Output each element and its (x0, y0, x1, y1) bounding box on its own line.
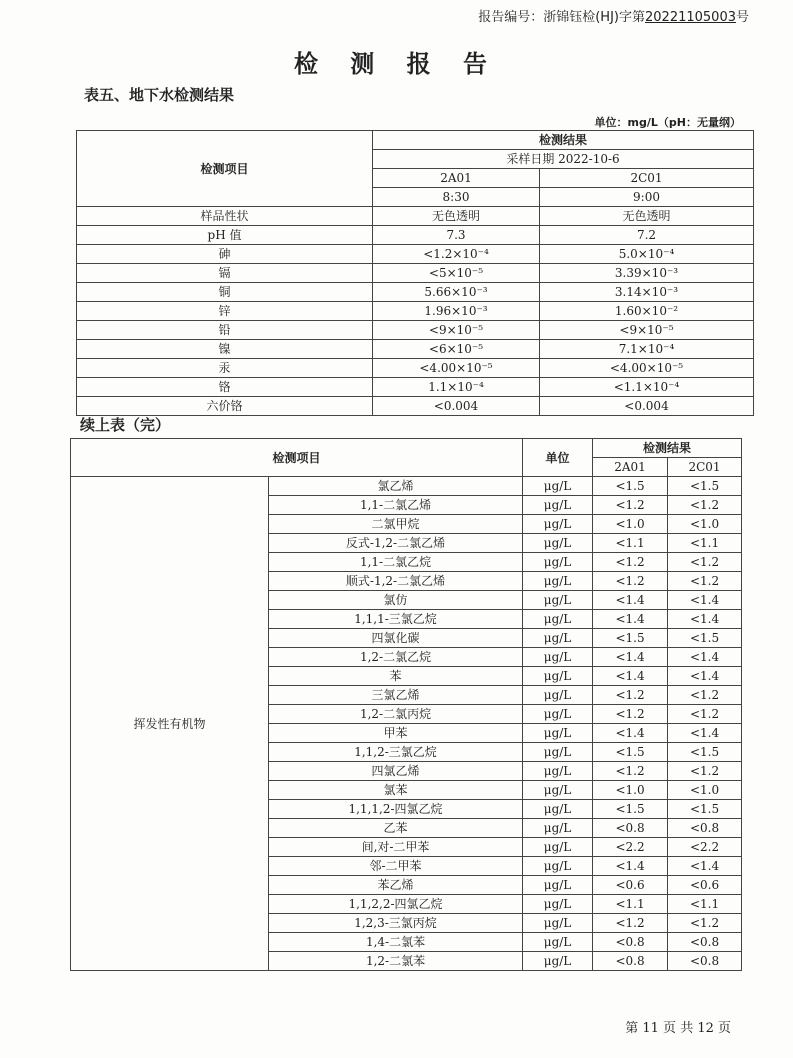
unit-cell: μg/L (523, 895, 593, 914)
value-2c01: <1.4 (668, 591, 742, 610)
compound-name: 1,2-二氯丙烷 (269, 705, 523, 724)
point-2c01: 2C01 (540, 169, 754, 188)
compound-name: 甲苯 (269, 724, 523, 743)
table-row (77, 226, 754, 245)
compound-name: 1,1,1,2-四氯乙烷 (269, 800, 523, 819)
value-2a01: 5.66×10⁻³ (373, 283, 540, 302)
unit-cell: μg/L (523, 933, 593, 952)
item-name: 镉 (77, 264, 373, 283)
value-2a01: <1.2 (593, 553, 668, 572)
value-2a01: <1.5 (593, 743, 668, 762)
value-2a01: <1.2 (593, 705, 668, 724)
unit-cell: μg/L (523, 819, 593, 838)
value-2c01: <1.2 (668, 572, 742, 591)
header-unit: 单位 (523, 439, 593, 477)
compound-name: 氯仿 (269, 591, 523, 610)
value-2c01: 3.39×10⁻³ (540, 264, 754, 283)
compound-name: 1,2,3-三氯丙烷 (269, 914, 523, 933)
table-row (77, 264, 754, 283)
value-2c01: <1.4 (668, 610, 742, 629)
value-2c01: <1.1×10⁻⁴ (540, 378, 754, 397)
value-2c01: <1.2 (668, 553, 742, 572)
value-2a01: <1.2 (593, 686, 668, 705)
compound-name: 四氯乙烯 (269, 762, 523, 781)
header-item: 检测项目 (77, 131, 373, 207)
header-result: 检测结果 (373, 131, 754, 150)
value-2c01: <0.004 (540, 397, 754, 416)
value-2a01: <1.4 (593, 724, 668, 743)
table-row (77, 283, 754, 302)
compound-name: 间,对-二甲苯 (269, 838, 523, 857)
page-footer: 第 11 页 共 12 页 (625, 1021, 731, 1036)
value-2a01: <2.2 (593, 838, 668, 857)
unit-cell: μg/L (523, 724, 593, 743)
compound-name: 1,1-二氯乙烷 (269, 553, 523, 572)
value-2a01: 7.3 (373, 226, 540, 245)
table-row (77, 321, 754, 340)
unit-cell: μg/L (523, 572, 593, 591)
item-name: 砷 (77, 245, 373, 264)
compound-name: 苯乙烯 (269, 876, 523, 895)
point-2c01: 2C01 (668, 458, 742, 477)
value-2a01: <1.1 (593, 895, 668, 914)
value-2c01: <9×10⁻⁵ (540, 321, 754, 340)
groundwater-results-table (76, 130, 754, 416)
item-name: 六价铬 (77, 397, 373, 416)
table-row (77, 359, 754, 378)
value-2c01: 7.1×10⁻⁴ (540, 340, 754, 359)
table-row (77, 397, 754, 416)
item-name: 铬 (77, 378, 373, 397)
value-2a01: <4.00×10⁻⁵ (373, 359, 540, 378)
unit-cell: μg/L (523, 629, 593, 648)
item-name: pH 值 (77, 226, 373, 245)
value-2a01: <1.4 (593, 667, 668, 686)
value-2c01: <0.8 (668, 819, 742, 838)
report-number-prefix: 报告编号：浙锦钰检(HJ)字第 (478, 10, 645, 25)
report-number (478, 6, 749, 25)
unit-cell: μg/L (523, 876, 593, 895)
value-2c01: <1.2 (668, 762, 742, 781)
value-2a01: <1.5 (593, 477, 668, 496)
value-2a01: <1.2 (593, 572, 668, 591)
value-2a01: <1.5 (593, 629, 668, 648)
value-2a01: 1.96×10⁻³ (373, 302, 540, 321)
value-2c01: <1.0 (668, 781, 742, 800)
table-row (77, 378, 754, 397)
compound-name: 乙苯 (269, 819, 523, 838)
header-item: 检测项目 (71, 439, 523, 477)
unit-cell: μg/L (523, 610, 593, 629)
compound-name: 1,1,2-三氯乙烷 (269, 743, 523, 762)
item-name: 样品性状 (77, 207, 373, 226)
compound-name: 四氯化碳 (269, 629, 523, 648)
voc-results-table (70, 438, 742, 971)
compound-name: 1,1,2,2-四氯乙烷 (269, 895, 523, 914)
value-2a01: <0.004 (373, 397, 540, 416)
time-2a01: 8:30 (373, 188, 540, 207)
compound-name: 氯苯 (269, 781, 523, 800)
value-2a01: <1.4 (593, 591, 668, 610)
unit-cell: μg/L (523, 591, 593, 610)
value-2c01: 5.0×10⁻⁴ (540, 245, 754, 264)
value-2c01: <2.2 (668, 838, 742, 857)
compound-name: 1,1,1-三氯乙烷 (269, 610, 523, 629)
compound-name: 苯 (269, 667, 523, 686)
value-2c01: 1.60×10⁻² (540, 302, 754, 321)
unit-cell: μg/L (523, 838, 593, 857)
value-2a01: <0.8 (593, 933, 668, 952)
unit-cell: μg/L (523, 781, 593, 800)
value-2c01: <1.4 (668, 667, 742, 686)
point-2a01: 2A01 (593, 458, 668, 477)
compound-name: 氯乙烯 (269, 477, 523, 496)
value-2c01: 无色透明 (540, 207, 754, 226)
section-title: 表五、地下水检测结果 (84, 86, 235, 104)
value-2a01: <1.0 (593, 515, 668, 534)
unit-cell: μg/L (523, 667, 593, 686)
point-2a01: 2A01 (373, 169, 540, 188)
value-2c01: <1.4 (668, 857, 742, 876)
value-2a01: <5×10⁻⁵ (373, 264, 540, 283)
item-name: 铜 (77, 283, 373, 302)
unit-cell: μg/L (523, 705, 593, 724)
value-2a01: <9×10⁻⁵ (373, 321, 540, 340)
value-2c01: <1.4 (668, 724, 742, 743)
compound-name: 1,1-二氯乙烯 (269, 496, 523, 515)
item-name: 镍 (77, 340, 373, 359)
value-2a01: <0.6 (593, 876, 668, 895)
unit-cell: μg/L (523, 496, 593, 515)
sampling-date: 采样日期 2022-10-6 (373, 150, 754, 169)
unit-cell: μg/L (523, 534, 593, 553)
value-2a01: <1.4 (593, 857, 668, 876)
value-2c01: <1.2 (668, 496, 742, 515)
compound-name: 三氯乙烯 (269, 686, 523, 705)
value-2c01: <4.00×10⁻⁵ (540, 359, 754, 378)
unit-cell: μg/L (523, 800, 593, 819)
value-2a01: <1.4 (593, 610, 668, 629)
value-2a01: <0.8 (593, 952, 668, 971)
item-name: 铅 (77, 321, 373, 340)
value-2c01: <1.0 (668, 515, 742, 534)
value-2c01: <1.5 (668, 743, 742, 762)
item-name: 锌 (77, 302, 373, 321)
category-cell: 挥发性有机物 (71, 477, 269, 971)
value-2a01: <6×10⁻⁵ (373, 340, 540, 359)
value-2a01: 1.1×10⁻⁴ (373, 378, 540, 397)
value-2a01: <1.2 (593, 914, 668, 933)
report-number-suffix: 号 (735, 10, 749, 25)
value-2c01: <1.2 (668, 705, 742, 724)
value-2c01: <0.8 (668, 933, 742, 952)
unit-note: 单位：mg/L（pH：无量纲） (594, 116, 741, 129)
value-2a01: <1.1 (593, 534, 668, 553)
value-2a01: <0.8 (593, 819, 668, 838)
value-2c01: <1.1 (668, 534, 742, 553)
value-2c01: <1.5 (668, 629, 742, 648)
table-row (71, 477, 742, 496)
value-2a01: <1.2 (593, 496, 668, 515)
item-name: 汞 (77, 359, 373, 378)
table-row (77, 302, 754, 321)
unit-cell: μg/L (523, 914, 593, 933)
unit-cell: μg/L (523, 686, 593, 705)
value-2c01: 3.14×10⁻³ (540, 283, 754, 302)
value-2c01: <0.8 (668, 952, 742, 971)
compound-name: 顺式-1,2-二氯乙烯 (269, 572, 523, 591)
value-2c01: <1.5 (668, 800, 742, 819)
report-number-value: 20221105003 (645, 10, 736, 25)
compound-name: 1,2-二氯苯 (269, 952, 523, 971)
unit-cell: μg/L (523, 515, 593, 534)
header-result: 检测结果 (593, 439, 742, 458)
value-2c01: <1.5 (668, 477, 742, 496)
value-2a01: <1.5 (593, 800, 668, 819)
compound-name: 反式-1,2-二氯乙烯 (269, 534, 523, 553)
unit-cell: μg/L (523, 857, 593, 876)
value-2a01: 无色透明 (373, 207, 540, 226)
time-2c01: 9:00 (540, 188, 754, 207)
unit-cell: μg/L (523, 477, 593, 496)
compound-name: 邻-二甲苯 (269, 857, 523, 876)
compound-name: 二氯甲烷 (269, 515, 523, 534)
value-2a01: <1.4 (593, 648, 668, 667)
value-2c01: <0.6 (668, 876, 742, 895)
page-title: 检 测 报 告 (293, 50, 500, 78)
table-row (77, 340, 754, 359)
value-2a01: <1.2 (593, 762, 668, 781)
value-2a01: <1.2×10⁻⁴ (373, 245, 540, 264)
unit-cell: μg/L (523, 553, 593, 572)
compound-name: 1,2-二氯乙烷 (269, 648, 523, 667)
table-row (77, 207, 754, 226)
value-2c01: <1.4 (668, 648, 742, 667)
unit-cell: μg/L (523, 648, 593, 667)
continued-title: 续上表（完） (80, 416, 171, 434)
unit-cell: μg/L (523, 743, 593, 762)
value-2c01: 7.2 (540, 226, 754, 245)
value-2c01: <1.2 (668, 914, 742, 933)
value-2a01: <1.0 (593, 781, 668, 800)
value-2c01: <1.2 (668, 686, 742, 705)
unit-cell: μg/L (523, 762, 593, 781)
unit-cell: μg/L (523, 952, 593, 971)
value-2c01: <1.1 (668, 895, 742, 914)
table-row (77, 245, 754, 264)
compound-name: 1,4-二氯苯 (269, 933, 523, 952)
